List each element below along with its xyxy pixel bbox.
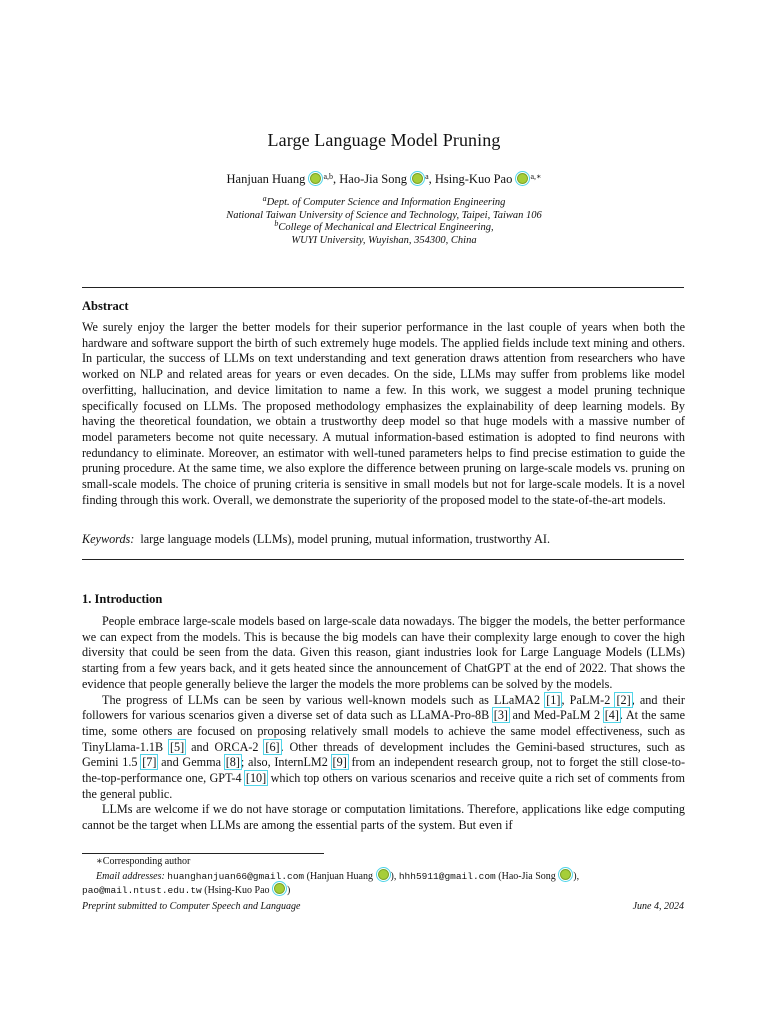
affiliation-line: $^a$Dept. of Computer Science and Information Engineering [262, 194, 506, 208]
paragraph: The progress of LLMs can be seen by various well-known models such as LLaMA2 [1], PaLM-2 [2], and their followers for various scenarios given a diverse set of data such as LLaMA-Pro-8B [3] and Med-PaLM 2 [4]. At the same time, some others are focused on proposing relatively small models to achieve the same model effectiveness, such as TinyLlama-1.1B [5] and ORCA-2 [6]. Other threads of development includes the Gemini-based structures, such as Gemini 1.5 [7] and Gemma [8]; also, InternLM2 [9] from an independent research group, not to forget the still close-to-the-top-performance one, GPT-4 [10] which top others on various scenarios and receive quite a rich set of comments from the general public. [82, 692, 686, 801]
citation-link[interactable]: [3] [493, 708, 508, 723]
keywords [82, 532, 685, 547]
footnote [82, 856, 692, 898]
email-link[interactable]: pao@mail.ntust.edu.tw [82, 885, 202, 896]
introduction-body [82, 614, 685, 834]
paragraph: LLMs are welcome if we do not have storage or computation limitations. Therefore, applications like edge computing cannot be the target when LLMs are among the essential parts of the system. But even if [82, 802, 685, 833]
footer-date: June 4, 2024 [632, 901, 684, 912]
author-name: Hanjuan Huang [226, 172, 306, 186]
email-link[interactable]: huanghanjuan66@gmail.com [167, 870, 305, 882]
email-addresses: Email addresses: huanghanjuan66@gmail.com (Hanjuan Huang ), hhh5911@gmail.com (Hao-Jia Song ), [96, 870, 580, 882]
keywords-text: large language models (LLMs), model pruning, mutual information, trustworthy AI. [140, 532, 551, 546]
citation-link[interactable]: [9] [332, 755, 347, 770]
corresponding-author-note: ∗Corresponding author [96, 856, 191, 867]
citation-link[interactable]: [6] [265, 739, 280, 754]
paragraph: People embrace large-scale models based on large-scale data nowadays. The bigger the models, the better performance we can expect from the models. This is because the big models can have their complexity large enough to cover the high diversity that could be seen from the data. Given this reason, giant industries look for Large Language Models (LLMs) starting from a few years back, and it gets heated since the announcement of ChatGPT at the end of 2022. That shows the evidence that people generally believe the larger the models the more problems can be solved by the models. [82, 614, 685, 691]
citation-link[interactable]: [2] [616, 692, 631, 707]
section-heading: 1. Introduction [82, 592, 163, 606]
author-affil-mark: a,∗ [530, 172, 542, 181]
author-affil-mark: a,b [323, 172, 334, 181]
footer-venue: Preprint submitted to Computer Speech and Language [82, 901, 301, 912]
citation-link[interactable]: [7] [142, 755, 157, 770]
orcid-icon[interactable] [310, 173, 321, 184]
abstract-heading: Abstract [82, 299, 129, 313]
orcid-icon[interactable] [517, 173, 528, 184]
keywords-label: Keywords: [82, 532, 135, 546]
citation-link[interactable]: [8] [225, 755, 240, 770]
citation-link[interactable]: [1] [546, 692, 561, 707]
abstract-top-rule [82, 287, 684, 288]
orcid-icon[interactable] [378, 869, 389, 880]
affiliation-line: National Taiwan University of Science and Technology, Taipei, Taiwan 106 [226, 209, 542, 221]
footnote-rule [82, 853, 324, 854]
author-name: Hsing-Kuo Pao [434, 172, 513, 186]
orcid-icon[interactable] [560, 869, 571, 880]
orcid-icon[interactable] [274, 883, 285, 894]
citation-link[interactable]: [4] [604, 708, 619, 723]
email-addresses-cont: pao@mail.ntust.edu.tw (Hsing-Kuo Pao ) [82, 885, 291, 896]
author-name: Hao-Jia Song [339, 172, 407, 186]
abstract-bottom-rule [82, 559, 684, 560]
email-label: Email addresses: [96, 870, 165, 882]
affiliation-line: $^b$College of Mechanical and Electrical Engineering, [274, 219, 494, 233]
affiliation-line: WUYI University, Wuyishan, 354300, China [291, 234, 477, 246]
citation-link[interactable]: [5] [170, 739, 185, 754]
paper-title: Large Language Model Pruning [267, 130, 501, 150]
affiliations [0, 194, 768, 247]
author-affil-mark: a [425, 172, 429, 181]
abstract-text: We surely enjoy the larger the better models for their superior performance in the last couple of years when both the hardware and software support the birth of such extremely huge models. The applied fields include text mining and others. In particular, the success of LLMs on text understanding and text generation draws attention from researchers who have worked on NLP and related areas for years or even decades. On the side, LLMs may suffer from problems like model overfitting, hallucination, and device limitation to name a few. In this work, we suggest a model pruning technique specifically focused on LLMs. The proposed methodology emphasizes the explainability of deep learning models. By having the theoretical foundation, we obtain a trustworthy deep model so that huge models with a massive number of model parameters become not quite necessary. A mutual information-based estimation is adopted to find neurons with redundancy to eliminate. Moreover, an estimator with well-tuned parameters helps to find precise estimation to guide the pruning procedure. At the same time, we also explore the difference between pruning on large-scale models vs. pruning on small-scale models. The choice of pruning criteria is sensitive in small models but not for large-scale models. It is a novel finding through this work. Overall, we demonstrate the superiority of the proposed model to the state-of-the-art models. [82, 320, 685, 507]
citation-link[interactable]: [10] [245, 771, 267, 786]
orcid-icon[interactable] [412, 173, 423, 184]
email-link[interactable]: hhh5911@gmail.com [398, 870, 496, 882]
author-list: Hanjuan Huang $^{a,b}$, Hao-Jia Song $^a$, Hsing-Kuo Pao $^{a,∗}$ [226, 172, 542, 186]
